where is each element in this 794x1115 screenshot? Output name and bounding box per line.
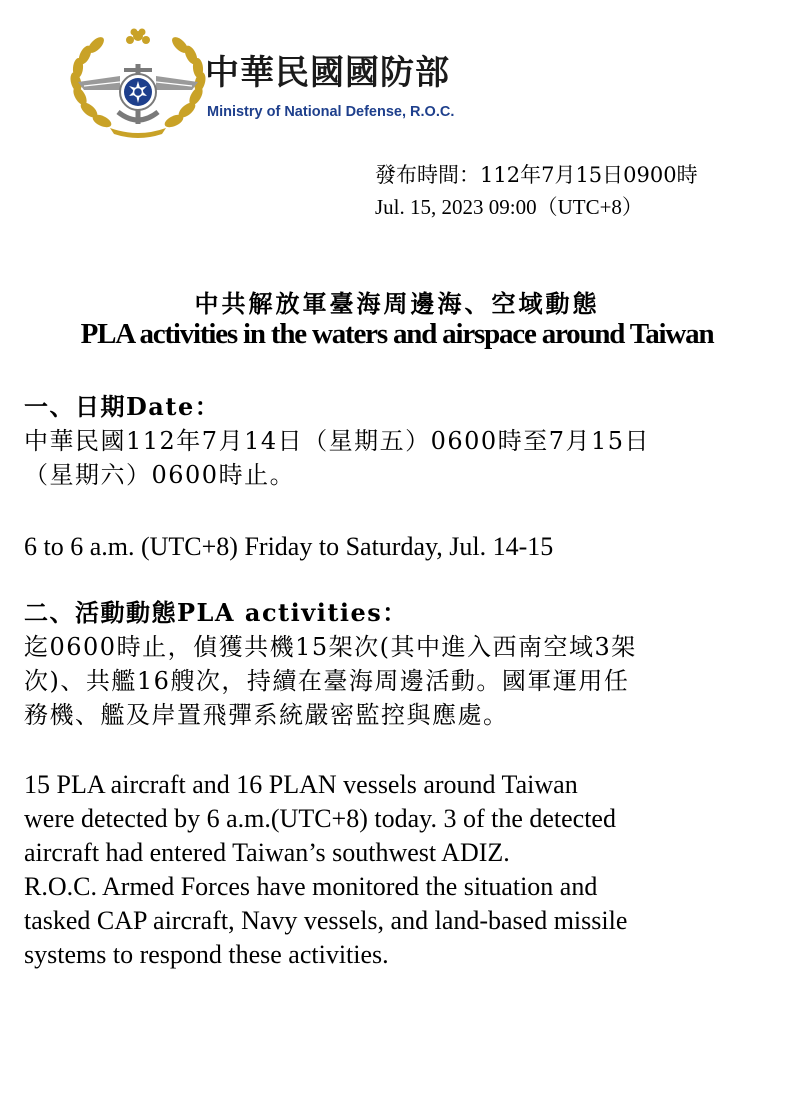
section-date-en: 6 to 6 a.m. (UTC+8) Friday to Saturday, Jul. 14-15 <box>24 532 554 561</box>
section-activities-en-line: systems to respond these activities. <box>24 940 389 969</box>
publish-time-en: Jul. 15, 2023 09:00（UTC+8） <box>375 195 643 219</box>
section-activities-en-line: aircraft had entered Taiwan’s southwest ADIZ. <box>24 838 510 867</box>
section-date-heading: 一、日期Date： <box>24 392 221 421</box>
section-activities-en-block <box>24 768 774 972</box>
section-activities-zh-line: 迄0600時止，偵獲共機15架次(其中進入西南空域3架 <box>24 633 637 661</box>
section-activities-zh-line: 務機、艦及岸置飛彈系統嚴密監控與應處。 <box>24 701 509 729</box>
page-title-zh: 中共解放軍臺海周邊海、空域動態 <box>194 289 600 318</box>
section-activities-en-line: tasked CAP aircraft, Navy vessels, and land-based missile <box>24 906 628 935</box>
section-activities-heading: 二、活動動態PLA activities： <box>24 598 408 627</box>
page-title-en: PLA activities in the waters and airspace around Taiwan <box>80 318 714 350</box>
section-date <box>24 390 774 492</box>
section-date-zh-line: （星期六）0600時止。 <box>24 461 296 489</box>
section-date-en-block <box>24 530 774 564</box>
section-activities-en-line: R.O.C. Armed Forces have monitored the situation and <box>24 872 598 901</box>
org-name-en: Ministry of National Defense, R.O.C. <box>207 104 455 120</box>
section-activities-zh-line: 次)、共艦16艘次，持續在臺海周邊活動。國軍運用任 <box>24 667 630 695</box>
publish-time-zh: 發布時間：112年7月15日0900時 <box>375 163 698 187</box>
org-name-zh: 中華民國國防部 <box>205 53 450 93</box>
section-date-zh-line: 中華民國112年7月14日（星期五）0600時至7月15日 <box>24 427 651 455</box>
section-activities-en-line: 15 PLA aircraft and 16 PLAN vessels around Taiwan <box>24 770 578 799</box>
publish-time <box>375 158 698 222</box>
section-activities <box>24 596 774 732</box>
section-activities-en-line: were detected by 6 a.m.(UTC+8) today. 3 of the detected <box>24 804 616 833</box>
mnd-emblem-icon <box>58 24 218 139</box>
